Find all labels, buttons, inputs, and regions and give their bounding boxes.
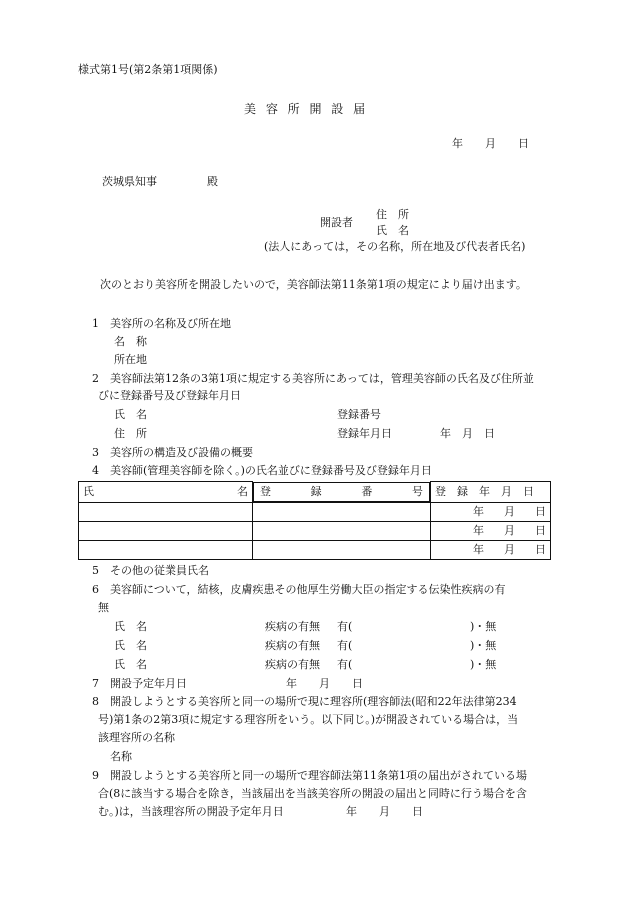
month-label: 月 <box>504 542 515 556</box>
name-cell[interactable] <box>79 521 253 540</box>
header-name-left: 氏 <box>83 484 94 498</box>
applicant-address-label: 住 所 <box>376 208 409 221</box>
opening-date: 年 月 日 <box>286 677 363 690</box>
reg-number-cell[interactable] <box>253 502 431 521</box>
applicant-label: 開設者 <box>320 216 353 229</box>
section-1-name-label: 名 称 <box>114 335 147 348</box>
month-label: 月 <box>504 504 515 518</box>
form-number: 様式第1号(第2条第1項関係) <box>78 63 218 76</box>
reg-number-cell[interactable] <box>253 521 431 540</box>
header-num-char: 号 <box>411 484 423 498</box>
table-row <box>79 502 551 521</box>
barbershop-opening-date: 年 月 日 <box>346 805 423 818</box>
disease-name-label: 氏 名 <box>114 620 147 633</box>
day-label: 日 <box>535 523 546 537</box>
header-name-right: 名 <box>237 484 248 498</box>
disease-no: )・無 <box>470 658 497 671</box>
table-header-row <box>79 482 551 503</box>
year-label: 年 <box>473 504 484 518</box>
table-row <box>79 540 551 559</box>
section-2-line-1: 2 美容師法第12条の3第1項に規定する美容所にあっては，管理美容師の氏名及び住所並 <box>92 372 534 385</box>
section-8-line-2: 号)第1条の2第3項に規定する理容所をいう。以下同じ。)が開設されている場合は，当 <box>98 713 519 726</box>
disease-no: )・無 <box>470 639 497 652</box>
form-title: 美 容 所 開 設 届 <box>244 102 369 116</box>
month-label: 月 <box>504 523 515 537</box>
section-9-line-1: 9 開設しようとする美容所と同一の場所で理容師法第11条第1項の届出がされている場 <box>92 769 527 782</box>
addressee-suffix: 殿 <box>207 175 218 188</box>
table-row <box>79 521 551 540</box>
section-8-line-1: 8 開設しようとする美容所と同一の場所で現に理容所(理容師法(昭和22年法律第234 <box>92 695 517 708</box>
section-1-title: 1 美容所の名称及び所在地 <box>92 317 231 330</box>
header-name-cell <box>79 482 253 503</box>
year-label: 年 <box>473 542 484 556</box>
reg-number-cell[interactable] <box>253 540 431 559</box>
year-label: 年 <box>473 523 484 537</box>
header-num-char: 登 <box>260 484 271 498</box>
section-8-line-3: 該理容所の名称 <box>98 731 175 744</box>
manager-name-label: 氏 名 <box>114 408 147 421</box>
disease-label: 疾病の有無 <box>265 620 320 633</box>
name-cell[interactable] <box>79 540 253 559</box>
corporation-note: (法人にあっては，その名称，所在地及び代表者氏名) <box>264 240 526 253</box>
section-6-line-1: 6 美容師について，結核，皮膚疾患その他厚生労働大臣の指定する伝染性疾病の有 <box>92 583 506 596</box>
section-9-line-3: む。)は，当該理容所の開設予定年月日 <box>98 805 284 818</box>
day-label: 日 <box>535 542 546 556</box>
section-2-line-2: びに登録番号及び登録年月日 <box>98 389 241 402</box>
section-1-location-label: 所在地 <box>114 353 147 366</box>
applicant-name-label: 氏 名 <box>376 224 409 237</box>
manager-reg-number-label: 登録番号 <box>337 408 381 421</box>
disease-label: 疾病の有無 <box>265 658 320 671</box>
section-3-title: 3 美容所の構造及び設備の概要 <box>92 446 253 459</box>
section-9-line-2: 合(8に該当する場合を除き，当該届出を当該美容所の開設の届出と同時に行う場合を含 <box>98 787 527 800</box>
header-num-char: 録 <box>310 484 322 498</box>
section-7-label: 7 開設予定年月日 <box>92 677 187 690</box>
reg-date-cell[interactable] <box>431 502 551 521</box>
disease-yes: 有( <box>337 658 353 671</box>
header-reg-date-cell: 登 録 年 月 日 <box>431 482 551 503</box>
disease-name-label: 氏 名 <box>114 658 147 671</box>
manager-reg-date-label: 登録年月日 <box>337 427 392 440</box>
addressee: 茨城県知事 <box>102 175 157 188</box>
reg-date-cell[interactable] <box>431 521 551 540</box>
barbershop-name-label: 名称 <box>110 750 132 763</box>
day-label: 日 <box>535 504 546 518</box>
beautician-table <box>78 481 551 560</box>
manager-address-label: 住 所 <box>114 427 147 440</box>
intro-text: 次のとおり美容所を開設したいので，美容師法第11条第1項の規定により届け出ます。 <box>100 278 527 291</box>
header-num-char: 番 <box>361 484 373 498</box>
disease-yes: 有( <box>337 620 353 633</box>
disease-no: )・無 <box>470 620 497 633</box>
disease-name-label: 氏 名 <box>114 639 147 652</box>
section-5-title: 5 その他の従業員氏名 <box>92 564 209 577</box>
submission-date: 年 月 日 <box>452 137 529 150</box>
header-reg-number-cell <box>253 482 430 502</box>
disease-label: 疾病の有無 <box>265 639 320 652</box>
name-cell[interactable] <box>79 502 253 521</box>
reg-date-cell[interactable] <box>431 540 551 559</box>
section-4-title: 4 美容師(管理美容師を除く。)の氏名並びに登録番号及び登録年月日 <box>92 464 432 477</box>
manager-reg-date: 年 月 日 <box>440 427 495 440</box>
section-6-line-2: 無 <box>98 601 109 614</box>
disease-yes: 有( <box>337 639 353 652</box>
